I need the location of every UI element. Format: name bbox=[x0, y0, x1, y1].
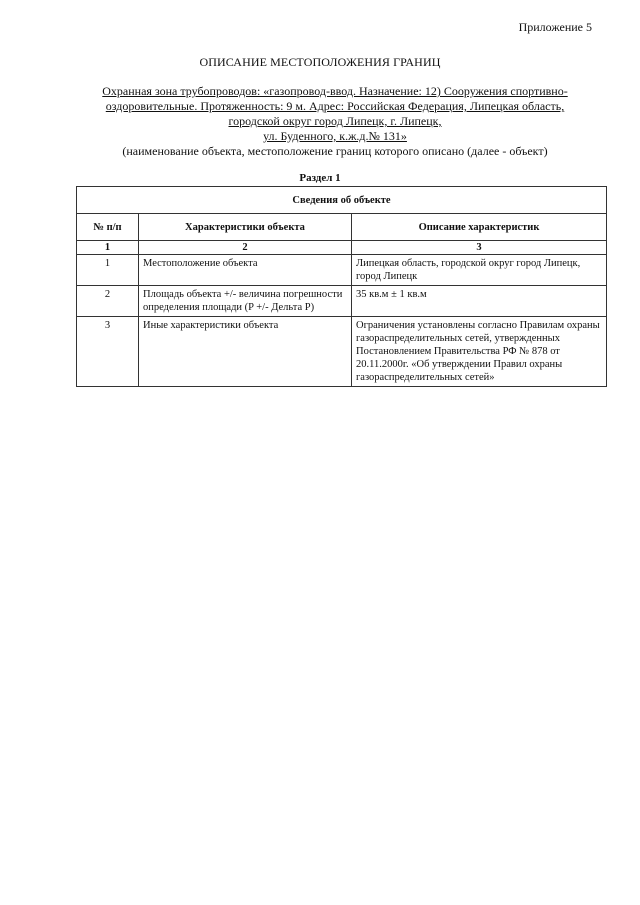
row-description: Липецкая область, городской округ город Липецк, город Липецк bbox=[352, 255, 607, 286]
row-number: 2 bbox=[77, 286, 139, 317]
document-title: ОПИСАНИЕ МЕСТОПОЛОЖЕНИЯ ГРАНИЦ bbox=[199, 55, 441, 69]
table-caption: Сведения об объекте bbox=[77, 187, 607, 214]
table-row bbox=[77, 317, 607, 387]
column-number: 3 bbox=[352, 241, 607, 255]
row-characteristic: Местоположение объекта bbox=[139, 255, 352, 286]
object-caption: (наименование объекта, местоположение границ которого описано (далее - объект) bbox=[122, 144, 548, 158]
row-number: 3 bbox=[77, 317, 139, 387]
object-line: оздоровительные. Протяженность: 9 м. Адрес: Российская Федерация, Липецкая область, bbox=[105, 99, 565, 113]
table-row bbox=[77, 255, 607, 286]
column-number: 2 bbox=[139, 241, 352, 255]
column-number: 1 bbox=[77, 241, 139, 255]
table-row bbox=[77, 286, 607, 317]
row-number: 1 bbox=[77, 255, 139, 286]
object-line: городской округ город Липецк, г. Липецк, bbox=[228, 114, 442, 128]
row-description: 35 кв.м ± 1 кв.м bbox=[352, 286, 607, 317]
appendix-label: Приложение 5 bbox=[518, 20, 592, 34]
row-characteristic: Площадь объекта +/- величина погрешности определения площади (P +/- Дельта P) bbox=[139, 286, 352, 317]
section-title: Раздел 1 bbox=[299, 172, 341, 184]
object-description bbox=[70, 84, 600, 159]
column-header-description: Описание характеристик bbox=[352, 214, 607, 241]
row-characteristic: Иные характеристики объекта bbox=[139, 317, 352, 387]
column-header-characteristic: Характеристики объекта bbox=[139, 214, 352, 241]
object-line: Охранная зона трубопроводов: «газопровод-ввод. Назначение: 12) Сооружения спортивно- bbox=[102, 84, 568, 98]
column-header-number: № п/п bbox=[77, 214, 139, 241]
object-line: ул. Буденного, к.ж.д.№ 131» bbox=[263, 129, 407, 143]
object-info-table bbox=[76, 186, 607, 387]
row-description: Ограничения установлены согласно Правилам охраны газораспределительных сетей, утвержденных Постановлением Правительства РФ № 878 от 20.11.2000г. «Об утверждении Правил охраны газораспределительных сетей» bbox=[352, 317, 607, 387]
